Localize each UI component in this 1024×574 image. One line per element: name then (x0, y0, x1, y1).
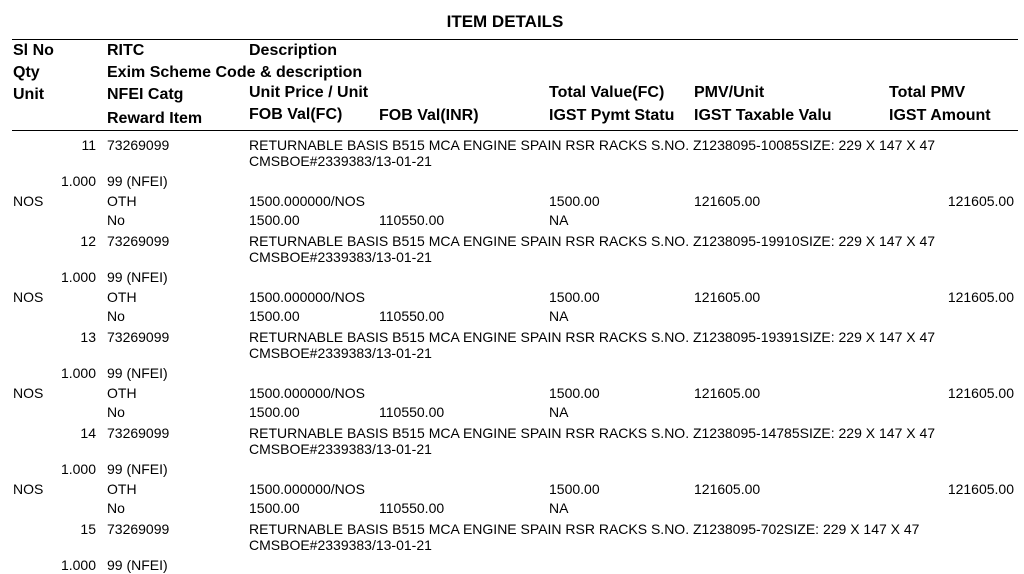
header-fob-fc: FOB Val(FC) (249, 106, 343, 123)
header-ritc: RITC (107, 42, 145, 59)
item-igst: NA (549, 404, 569, 420)
header-bottom-rule (12, 130, 1018, 131)
item-sl: 15 (80, 521, 96, 537)
item-scheme: OTH (107, 481, 137, 497)
item-ritc: 73269099 (107, 137, 170, 153)
item-igst: NA (549, 500, 569, 516)
item-ritc: 73269099 (107, 521, 170, 537)
item-fob-fc: 1500.00 (249, 500, 300, 516)
item-qty: 1.000 (60, 365, 96, 381)
item-fob-inr: 110550.00 (379, 212, 445, 228)
item-scheme: OTH (107, 385, 137, 401)
item-total-pmv: 121605.00 (947, 481, 1014, 497)
header-fob-inr: FOB Val(INR) (379, 107, 479, 124)
header-description: Description (249, 42, 338, 59)
item-reward: No (107, 404, 125, 420)
item-description: RETURNABLE BASIS B515 MCA ENGINE SPAIN RSR RACKS S.NO. Z1238095-702SIZE: 229 X 147 X 47 (249, 521, 920, 537)
item-unit: NOS (13, 289, 44, 305)
item-nfei: 99 (NFEI) (107, 269, 168, 285)
item-reward: No (107, 308, 125, 324)
item-total-value: 1500.00 (549, 289, 600, 305)
item-sl: 14 (80, 425, 96, 441)
item-unit-price: 1500.000000/NOS (249, 193, 365, 209)
item-reward: No (107, 212, 125, 228)
header-igst-taxable: IGST Taxable Valu (694, 107, 832, 124)
item-sl: 12 (80, 233, 96, 249)
header-unit-price: Unit Price / Unit (249, 84, 369, 101)
item-unit: NOS (13, 385, 44, 401)
item-fob-fc: 1500.00 (249, 212, 300, 228)
item-total-value: 1500.00 (549, 481, 600, 497)
item-pmv-unit: 121605.00 (694, 481, 761, 497)
header-igst-amount: IGST Amount (889, 107, 991, 124)
header-sl-no: Sl No (13, 42, 54, 59)
header-unit: Unit (13, 86, 45, 103)
header-nfei: NFEI Catg (107, 86, 184, 103)
header-total-pmv: Total PMV (889, 84, 966, 101)
item-scheme: OTH (107, 289, 137, 305)
item-ritc: 73269099 (107, 233, 170, 249)
item-unit: NOS (13, 193, 44, 209)
item-description-boe: CMSBOE#2339383/13-01-21 (249, 153, 432, 169)
header-pmv-unit: PMV/Unit (694, 84, 765, 101)
item-total-pmv: 121605.00 (947, 289, 1014, 305)
item-description-boe: CMSBOE#2339383/13-01-21 (249, 441, 432, 457)
item-unit: NOS (13, 481, 44, 497)
item-description-boe: CMSBOE#2339383/13-01-21 (249, 345, 432, 361)
item-igst: NA (549, 308, 569, 324)
header-qty: Qty (13, 64, 40, 81)
item-fob-inr: 110550.00 (379, 500, 445, 516)
item-qty: 1.000 (60, 269, 96, 285)
item-ritc: 73269099 (107, 425, 170, 441)
item-scheme: OTH (107, 193, 137, 209)
header-total-value: Total Value(FC) (549, 84, 665, 101)
item-unit-price: 1500.000000/NOS (249, 289, 365, 305)
item-igst: NA (549, 212, 569, 228)
item-qty: 1.000 (60, 557, 96, 573)
item-qty: 1.000 (60, 173, 96, 189)
item-unit-price: 1500.000000/NOS (249, 481, 365, 497)
item-nfei: 99 (NFEI) (107, 557, 168, 573)
item-description: RETURNABLE BASIS B515 MCA ENGINE SPAIN RSR RACKS S.NO. Z1238095-10085SIZE: 229 X 147 X 47 (249, 137, 936, 153)
item-sl: 13 (80, 329, 96, 345)
item-description: RETURNABLE BASIS B515 MCA ENGINE SPAIN RSR RACKS S.NO. Z1238095-19391SIZE: 229 X 147 X 47 (249, 329, 936, 345)
item-description: RETURNABLE BASIS B515 MCA ENGINE SPAIN RSR RACKS S.NO. Z1238095-19910SIZE: 229 X 147 X 47 (249, 233, 936, 249)
item-ritc: 73269099 (107, 329, 170, 345)
item-pmv-unit: 121605.00 (694, 385, 761, 401)
header-exim: Exim Scheme Code & description (107, 64, 363, 81)
item-pmv-unit: 121605.00 (694, 289, 761, 305)
item-fob-inr: 110550.00 (379, 404, 445, 420)
item-nfei: 99 (NFEI) (107, 461, 168, 477)
item-total-value: 1500.00 (549, 385, 600, 401)
item-total-value: 1500.00 (549, 193, 600, 209)
item-total-pmv: 121605.00 (947, 385, 1014, 401)
item-nfei: 99 (NFEI) (107, 365, 168, 381)
item-total-pmv: 121605.00 (947, 193, 1014, 209)
item-sl: 11 (81, 137, 96, 153)
item-fob-fc: 1500.00 (249, 404, 300, 420)
header-igst-pymt: IGST Pymt Statu (549, 107, 675, 124)
item-fob-inr: 110550.00 (379, 308, 445, 324)
item-unit-price: 1500.000000/NOS (249, 385, 365, 401)
header-reward: Reward Item (107, 110, 203, 127)
item-pmv-unit: 121605.00 (694, 193, 761, 209)
item-fob-fc: 1500.00 (249, 308, 300, 324)
item-description: RETURNABLE BASIS B515 MCA ENGINE SPAIN RSR RACKS S.NO. Z1238095-14785SIZE: 229 X 147 X 47 (249, 425, 936, 441)
page-title: ITEM DETAILS (446, 12, 564, 31)
item-qty: 1.000 (60, 461, 96, 477)
item-description-boe: CMSBOE#2339383/13-01-21 (249, 537, 432, 553)
item-reward: No (107, 500, 125, 516)
header-top-rule (12, 39, 1018, 40)
item-nfei: 99 (NFEI) (107, 173, 168, 189)
item-description-boe: CMSBOE#2339383/13-01-21 (249, 249, 432, 265)
